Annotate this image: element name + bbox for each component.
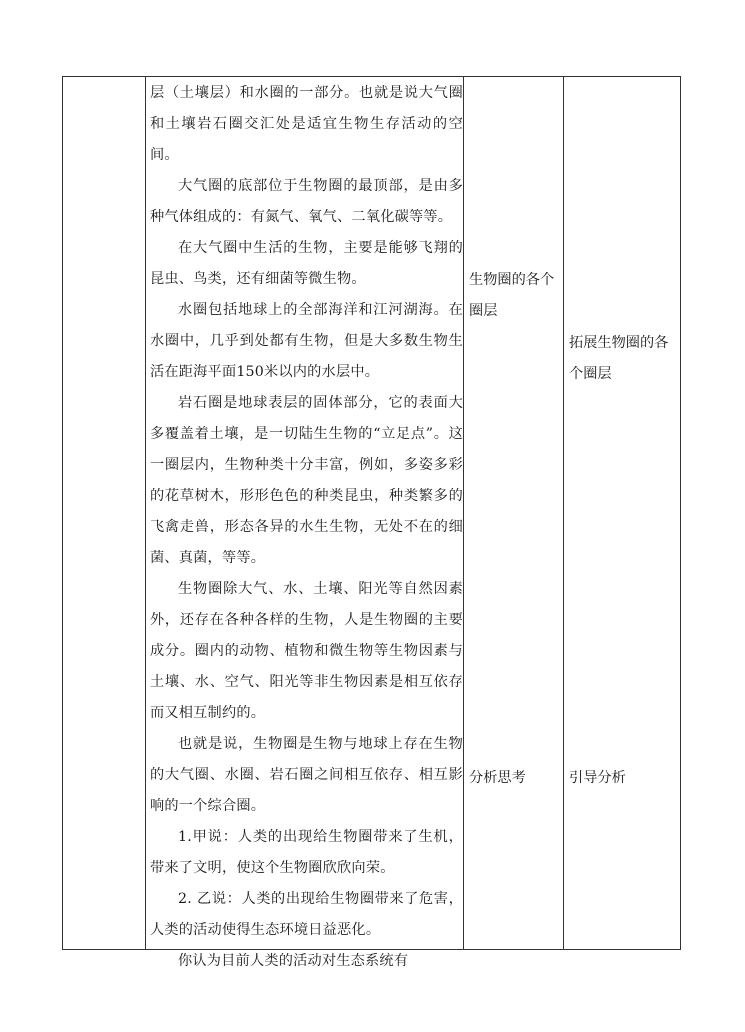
- lesson-table: [62, 76, 681, 969]
- question-paragraph: 你认为目前人类的活动对生态系统有: [178, 953, 409, 969]
- content-paragraph: 水圈包括地球上的全部海洋和江河湖海。在水圈中，几乎到处都有生物，但是大多数生物生活在距海平面150米以内的水层中。: [150, 302, 463, 380]
- content-paragraph: 生物圈除大气、水、土壤、阳光等自然因素外，还存在各种各样的生物，人是生物圈的主要成分。圈内的动物、植物和微生物等生物因素与土壤、水、空气、阳光等非生物因素是相互依存而又相互制约的。: [150, 581, 463, 721]
- teaching-content-column: [145, 77, 463, 977]
- design-intent-layers: 拓展生物圈的各个圈层: [569, 335, 669, 382]
- question-paragraph: 2. 乙说：人类的出现给生物圈带来了危害，人类的活动使得生态环境日益恶化。: [150, 891, 463, 938]
- content-paragraph: 在大气圈中生活的生物，主要是能够飞翔的昆虫、鸟类，还有细菌等微生物。: [150, 240, 463, 287]
- content-paragraph: 大气圈的底部位于生物圈的最顶部，是由多种气体组成的：有氮气、氧气、二氧化碳等等。: [150, 178, 463, 225]
- column-divider: [463, 77, 464, 949]
- content-paragraph: 也就是说，生物圈是生物与地球上存在生物的大气圈、水圈、岩石圈之间相互依存、相互影响的一个综合圈。: [150, 736, 463, 814]
- design-intent-guide: 引导分析: [569, 770, 626, 786]
- content-paragraph: 层（土壤层）和水圈的一部分。也就是说大气圈和土壤岩石圈交汇处是适宜生物生存活动的空间。: [150, 85, 463, 163]
- content-paragraph: 岩石圈是地球表层的固体部分，它的表面大多覆盖着土壤，是一切陆生生物的“立足点”。这一圈层内，生物种类十分丰富，例如，多姿多彩的花草树木，形形色色的种类昆虫，种类繁多的飞禽走兽，形态各异的水生生物，无处不在的细菌、真菌，等等。: [150, 395, 463, 566]
- student-activity-analysis: 分析思考: [469, 770, 526, 786]
- column-divider: [563, 77, 564, 949]
- student-activity-layers: 生物圈的各个圈层: [469, 272, 555, 319]
- question-paragraph: 1.甲说：人类的出现给生物圈带来了生机，带来了文明，使这个生物圈欣欣向荣。: [150, 829, 463, 876]
